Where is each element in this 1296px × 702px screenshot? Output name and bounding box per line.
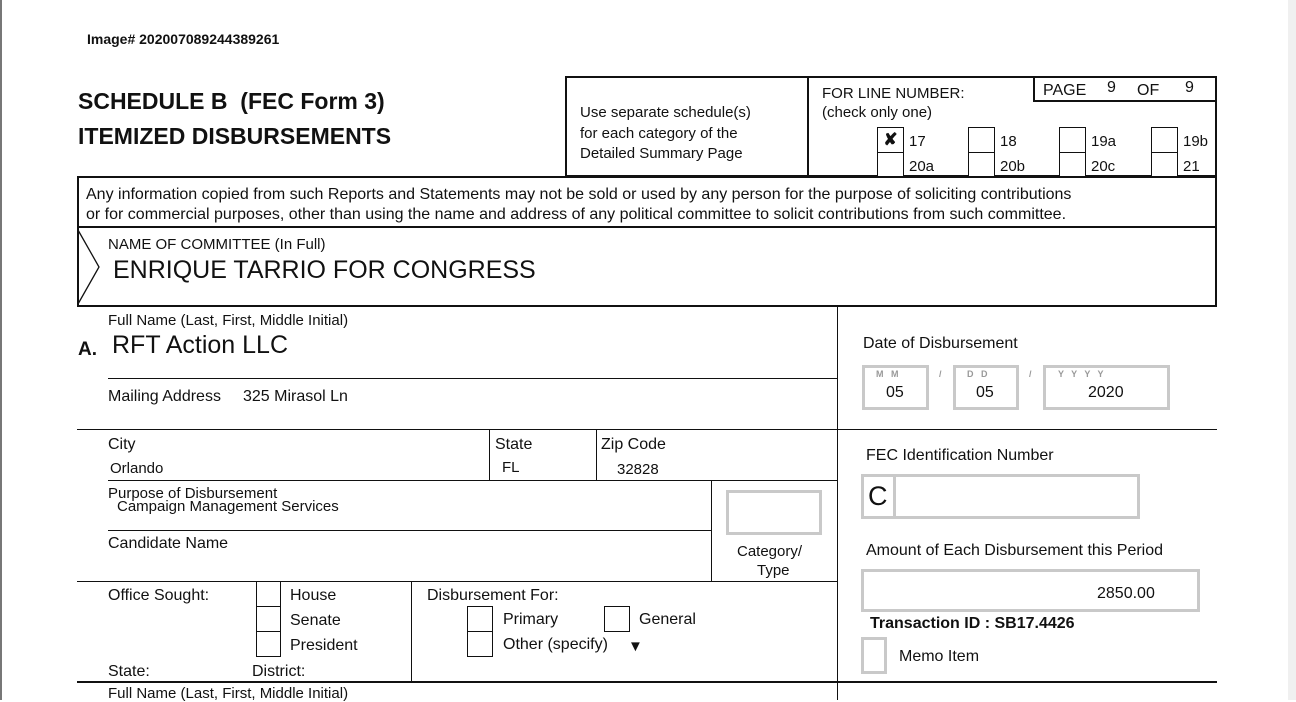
divider-left-right <box>837 307 838 700</box>
candidate-name-label: Candidate Name <box>108 535 229 552</box>
date-label: Date of Disbursement <box>863 335 1018 352</box>
fec-id-prefix-divider <box>893 477 896 516</box>
payee-name: RFT Action LLC <box>112 331 289 359</box>
office-sought-label: Office Sought: <box>108 587 210 604</box>
line-19a-checkbox[interactable] <box>1059 127 1086 153</box>
zip-label: Zip Code <box>601 436 666 453</box>
schedule-title: SCHEDULE B (FEC Form 3) <box>78 88 385 114</box>
primary-label: Primary <box>503 611 559 628</box>
purpose-label: Purpose of Disbursement <box>108 485 278 502</box>
city-label: City <box>108 436 136 453</box>
line-20c-label: 20c <box>1091 158 1116 175</box>
purpose-value: Campaign Management Services <box>117 498 339 515</box>
committee-chevron <box>77 228 103 306</box>
transaction-id: Transaction ID : SB17.4426 <box>870 615 1075 632</box>
divider-city-row <box>108 480 838 481</box>
divider-state-zip <box>596 430 597 480</box>
line-number-label: FOR LINE NUMBER: <box>822 85 965 102</box>
mailing-address-label: Mailing Address <box>108 388 221 405</box>
amount-value: 2850.00 <box>1097 585 1155 602</box>
line-21-label: 21 <box>1183 158 1200 175</box>
fec-id-label: FEC Identification Number <box>866 447 1054 464</box>
divider-name <box>108 378 838 379</box>
divider-category-left <box>711 481 712 582</box>
category-label: Category/ <box>737 543 803 560</box>
memo-item-label: Memo Item <box>899 648 980 665</box>
page-label: PAGE <box>1043 82 1087 99</box>
divider-right-date <box>838 429 1217 430</box>
divider-office-disbursement <box>411 582 412 682</box>
line-18-label: 18 <box>1000 133 1017 150</box>
mailing-address: 325 Mirasol Ln <box>243 388 348 405</box>
memo-item-checkbox[interactable] <box>861 637 887 674</box>
page-left-border <box>0 0 2 700</box>
district-label: District: <box>252 663 306 680</box>
category-type-box[interactable] <box>726 490 822 535</box>
line-20c-checkbox[interactable] <box>1059 152 1086 177</box>
fec-id-prefix: C <box>868 481 888 511</box>
page-right-border <box>1288 0 1296 700</box>
state-footer-label: State: <box>108 663 150 680</box>
page-total: 9 <box>1185 79 1194 96</box>
house-checkbox[interactable] <box>256 582 281 607</box>
city-value: Orlando <box>110 460 164 477</box>
other-specify-label: Other (specify) <box>503 636 608 653</box>
line-18-checkbox[interactable] <box>968 127 995 153</box>
line-21-checkbox[interactable] <box>1151 152 1178 177</box>
check-mark-icon: ✘ <box>883 130 898 149</box>
separate-note-line-1: Use separate schedule(s) <box>580 104 751 121</box>
line-17-label: 17 <box>909 133 926 150</box>
date-day-hint: D D <box>967 369 988 379</box>
house-label: House <box>290 587 337 604</box>
line-19a-label: 19a <box>1091 133 1117 150</box>
line-20b-label: 20b <box>1000 158 1026 175</box>
line-17-checkbox[interactable] <box>877 127 904 153</box>
committee-label: NAME OF COMMITTEE (In Full) <box>108 236 326 253</box>
date-separator-1: / <box>939 369 942 379</box>
next-full-name-label: Full Name (Last, First, Middle Initial) <box>108 685 349 702</box>
check-only-one: (check only one) <box>822 104 933 121</box>
full-name-label: Full Name (Last, First, Middle Initial) <box>108 312 349 329</box>
notice-line-2: or for commercial purposes, other than using the name and address of any political committee to solicit contributions from such committee. <box>86 206 1067 223</box>
page-current: 9 <box>1107 79 1116 96</box>
president-checkbox[interactable] <box>256 631 281 657</box>
date-year: 2020 <box>1088 384 1124 401</box>
line-20a-checkbox[interactable] <box>877 152 904 177</box>
senate-checkbox[interactable] <box>256 606 281 632</box>
divider-candidate <box>77 581 838 582</box>
date-day: 05 <box>976 384 994 401</box>
state-value: FL <box>502 459 520 476</box>
arrow-down-icon: ▼ <box>628 638 643 655</box>
zip-value: 32828 <box>617 461 659 478</box>
senate-label: Senate <box>290 612 341 629</box>
separate-note-line-2: for each category of the <box>580 124 738 142</box>
line-20a-label: 20a <box>909 158 935 175</box>
state-label: State <box>495 436 533 453</box>
entry-letter: A. <box>78 339 97 360</box>
notice-line-1: Any information copied from such Reports and Statements may not be sold or used by any person for the purpose of soliciting contributions <box>86 186 1072 203</box>
date-month: 05 <box>886 384 904 401</box>
divider-city-state <box>489 430 490 480</box>
date-month-hint: M M <box>876 369 899 379</box>
disbursement-for-label: Disbursement For: <box>427 587 559 604</box>
section-a-bottom-rule <box>77 681 1217 683</box>
image-number: Image# 202007089244389261 <box>87 31 280 47</box>
other-checkbox[interactable] <box>467 631 493 657</box>
president-label: President <box>290 637 358 654</box>
date-year-hint: Y Y Y Y <box>1058 369 1104 379</box>
line-20b-checkbox[interactable] <box>968 152 995 177</box>
separate-schedule-note <box>580 103 751 165</box>
divider-purpose <box>108 530 712 531</box>
separate-note-line-3: Detailed Summary Page <box>580 145 743 162</box>
general-label: General <box>639 611 696 628</box>
amount-label: Amount of Each Disbursement this Period <box>866 542 1164 559</box>
category-type-label: Type <box>757 562 790 579</box>
schedule-subtitle: ITEMIZED DISBURSEMENTS <box>78 123 392 149</box>
line-19b-label: 19b <box>1183 133 1209 150</box>
general-checkbox[interactable] <box>604 606 630 632</box>
date-separator-2: / <box>1029 369 1032 379</box>
fec-id-box[interactable] <box>861 474 1140 519</box>
line-19b-checkbox[interactable] <box>1151 127 1178 153</box>
committee-name: ENRIQUE TARRIO FOR CONGRESS <box>113 256 536 284</box>
page-of: OF <box>1137 82 1160 99</box>
primary-checkbox[interactable] <box>467 606 493 632</box>
